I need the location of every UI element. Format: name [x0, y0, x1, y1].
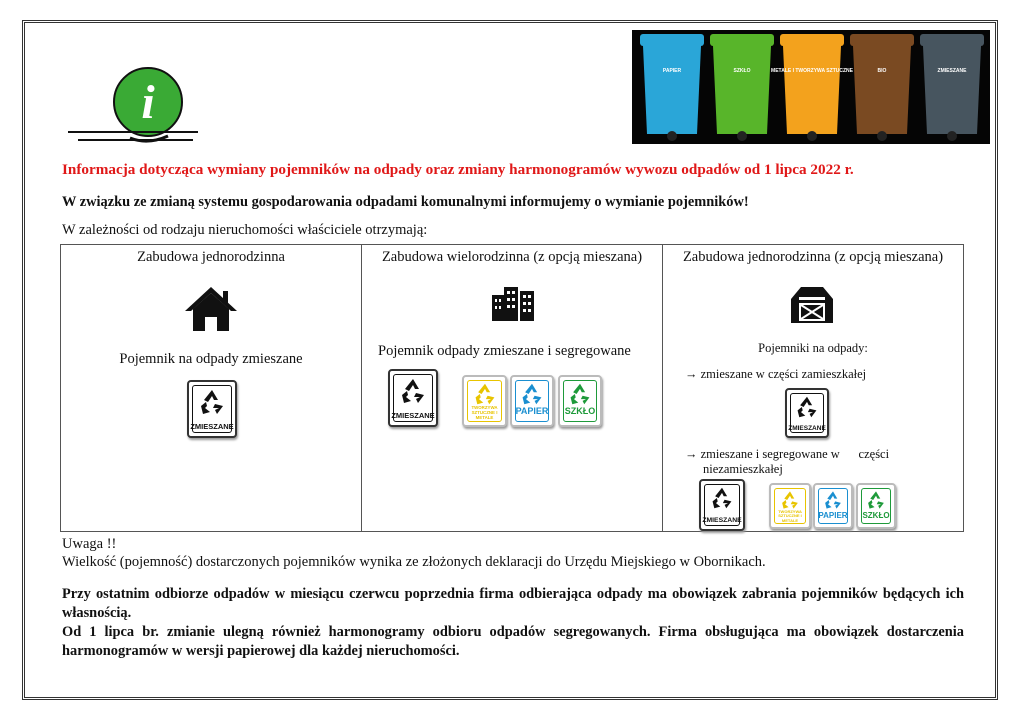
bin-label: SZKŁO [733, 68, 751, 74]
lead-text: W związku ze zmianą systemu gospodarowania odpadami komunalnymi informujemy o wymianie pojemników! [62, 194, 749, 210]
list-item-continued: niezamieszkałej [703, 462, 783, 476]
recycle-icon [472, 382, 498, 406]
label-caption: ZMIESZANE [190, 422, 234, 431]
recycle-icon [822, 490, 844, 510]
waste-bin [920, 34, 984, 141]
column-multi-family [362, 245, 663, 531]
container-text: Pojemnik odpady zmieszane i segregowane [378, 343, 631, 359]
recycle-icon [197, 388, 227, 416]
page-title: Informacja dotycząca wymiany pojemników na odpady oraz zmiany harmonogramów wywozu odpadów od 1 lipca 2022 r. [62, 161, 854, 178]
waste-bin [850, 34, 914, 141]
container-text: Pojemnik na odpady zmieszane [119, 351, 303, 367]
bin-label: BIO [877, 68, 887, 74]
label-plastic [462, 375, 507, 427]
label-caption: TWORZYWA SZTUCZNE I METALE [471, 405, 498, 420]
bin-label: ZMIESZANE [937, 68, 967, 74]
info-paragraphs [62, 585, 964, 661]
waste-bin [771, 34, 854, 141]
label-caption: TWORZYWA SZTUCZNE I METALE [778, 508, 802, 523]
recycle-icon [398, 377, 428, 405]
label-paper [510, 375, 554, 427]
label-mixed [388, 369, 438, 427]
apartment-buildings-icon [490, 285, 536, 321]
subheading: W zależności od rodzaju nieruchomości właściciele otrzymają: [62, 222, 428, 238]
recycle-icon [779, 490, 801, 510]
column-title: Zabudowa jednorodzinna (z opcją mieszana) [682, 249, 944, 265]
label-plastic [769, 483, 811, 529]
label-mixed [187, 380, 237, 438]
column-title: Zabudowa wielorodzinna (z opcją mieszana) [381, 249, 643, 265]
notice-title: Uwaga !! [62, 536, 117, 552]
column-single-family-mixed [663, 245, 963, 531]
recycle-icon [567, 382, 593, 406]
waste-bin [640, 34, 704, 141]
label-mixed [699, 479, 745, 531]
barn-icon [789, 283, 835, 325]
label-glass [558, 375, 602, 427]
containers-heading: Pojemniki na odpady: [758, 341, 868, 355]
label-caption: ZMIESZANE [788, 425, 826, 432]
label-glass [856, 483, 896, 529]
paragraph-collection: Przy ostatnim odbiorze odpadów w miesiącu czerwcu poprzednia firma odbierająca odpady ma obowiązek zabrania pojemników będących ich własnością. [62, 586, 964, 621]
label-caption: PAPIER [515, 406, 549, 416]
list-item: → zmieszane w części zamieszkałej [685, 367, 867, 381]
column-title: Zabudowa jednorodzinna [137, 249, 285, 265]
label-caption: ZMIESZANE [391, 411, 435, 420]
notice-text: Wielkość (pojemność) dostarczonych pojemników wynika ze złożonych deklaracji do Urzędu Miejskiego w Obornikach. [62, 554, 766, 570]
paragraph-schedules: Od 1 lipca br. zmianie ulegną również harmonogramy odbioru odpadów segregowanych. Firma obsługująca ma obowiązek dostarczenia harmonogramów w wersji papierowej dla każdej nieruchomości. [62, 624, 964, 659]
label-caption: PAPIER [818, 511, 848, 520]
bin-label: PAPIER [662, 68, 682, 74]
notice [62, 535, 766, 571]
label-caption: SZKŁO [862, 511, 890, 520]
list-item: → zmieszane i segregowane w części [685, 447, 890, 461]
recycle-icon [794, 395, 820, 419]
waste-bin [710, 34, 774, 141]
waste-bins-banner [632, 30, 990, 144]
property-types-table [60, 244, 964, 532]
label-paper [813, 483, 853, 529]
column-single-family [61, 245, 362, 531]
recycle-icon [709, 486, 735, 510]
label-caption: SZKŁO [564, 406, 596, 416]
house-icon [183, 285, 239, 333]
info-icon [68, 60, 218, 150]
bin-label: METALE I TWORZYWA SZTUCZNE [771, 68, 853, 74]
svg-text:i: i [141, 76, 155, 129]
recycle-icon [865, 490, 887, 510]
recycle-icon [519, 382, 545, 406]
label-mixed [785, 388, 829, 438]
label-caption: ZMIESZANE [702, 517, 742, 524]
